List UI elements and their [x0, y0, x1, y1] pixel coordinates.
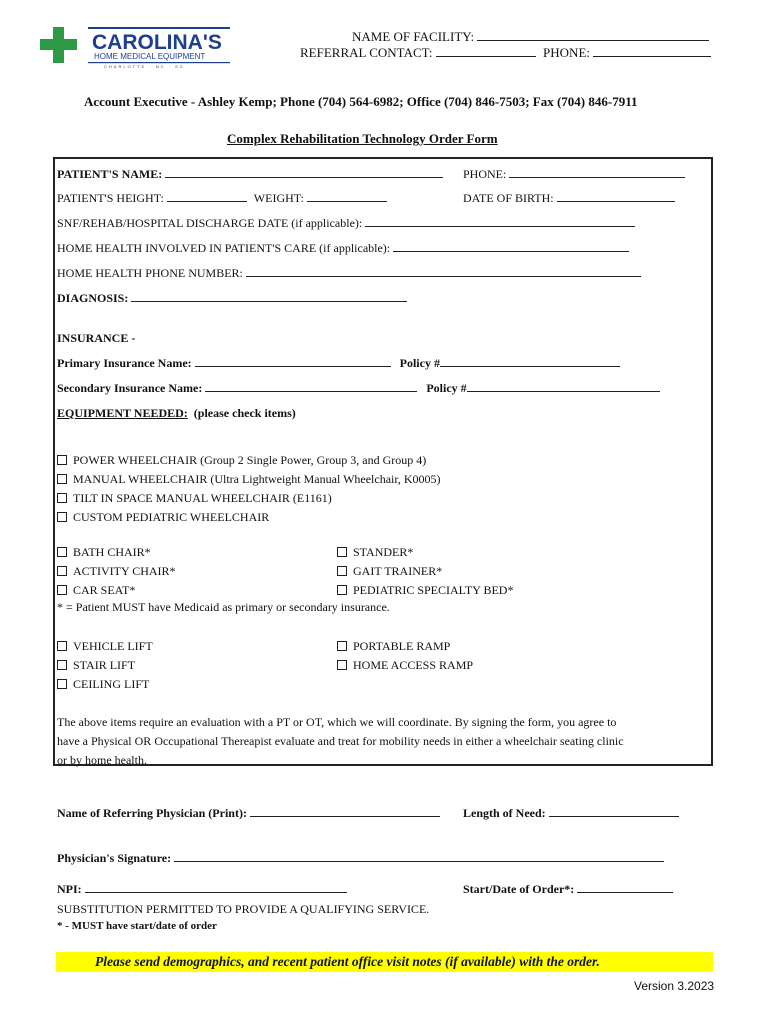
checkbox-power-wheelchair[interactable] [57, 451, 441, 470]
referral-field [300, 45, 711, 61]
equipment-group2-left [57, 543, 176, 600]
patient-name-field [57, 167, 443, 182]
version-label: Version 3.2023 [634, 979, 715, 993]
checkbox-stair-lift[interactable] [57, 656, 153, 675]
must-note: * - MUST have start/date of order [57, 920, 217, 932]
checkbox-icon[interactable] [337, 585, 347, 595]
patient-weight-label: WEIGHT: [253, 191, 304, 205]
checkbox-label: STANDER* [353, 545, 414, 559]
home-health-label: HOME HEALTH INVOLVED IN PATIENT'S CARE (if applicable): [57, 241, 391, 255]
home-health-phone-input[interactable] [246, 266, 641, 277]
equipment-group3-right [337, 637, 473, 675]
patient-phone-field [463, 167, 685, 182]
checkbox-label: PORTABLE RAMP [353, 639, 451, 653]
evaluation-note-line: or by home health. [57, 753, 147, 767]
start-date-label: Start/Date of Order*: [463, 882, 575, 896]
evaluation-note [57, 713, 624, 770]
checkbox-label: BATH CHAIR* [73, 545, 151, 559]
dob-label: DATE OF BIRTH: [463, 191, 554, 205]
physician-name-input[interactable] [250, 806, 440, 817]
checkbox-label: POWER WHEELCHAIR (Group 2 Single Power, Group 3, and Group 4) [73, 453, 427, 467]
patient-phone-input[interactable] [509, 167, 685, 178]
checkbox-pediatric-wheelchair[interactable] [57, 508, 441, 527]
npi-label: NPI: [57, 882, 82, 896]
dob-input[interactable] [557, 191, 675, 202]
send-note: Please send demographics, and recent patient office visit notes (if available) with the order. [95, 954, 600, 969]
checkbox-label: GAIT TRAINER* [353, 564, 443, 578]
checkbox-icon[interactable] [337, 566, 347, 576]
patient-height-label: PATIENT'S HEIGHT: [57, 191, 164, 205]
equipment-heading [57, 406, 296, 421]
discharge-input[interactable] [365, 216, 635, 227]
length-of-need-label: Length of Need: [463, 806, 546, 820]
checkbox-label: CUSTOM PEDIATRIC WHEELCHAIR [73, 510, 270, 524]
checkbox-car-seat[interactable] [57, 581, 176, 600]
checkbox-icon[interactable] [57, 585, 67, 595]
dob-field [463, 191, 675, 206]
home-health-input[interactable] [393, 241, 629, 252]
primary-insurance-input[interactable] [195, 356, 391, 367]
secondary-insurance-label: Secondary Insurance Name: [57, 381, 203, 395]
company-logo [40, 25, 235, 74]
diagnosis-label: DIAGNOSIS: [57, 291, 129, 305]
npi-input[interactable] [85, 882, 347, 893]
checkbox-icon[interactable] [57, 566, 67, 576]
primary-policy-label: Policy # [399, 356, 440, 370]
secondary-policy-label: Policy # [426, 381, 467, 395]
facility-field [352, 29, 709, 45]
checkbox-stander[interactable] [337, 543, 513, 562]
npi-field [57, 882, 347, 897]
evaluation-note-line: have a Physical OR Occupational Thereapist evaluate and treat for mobility needs in either a wheelchair seating clinic [57, 734, 624, 748]
checkbox-icon[interactable] [57, 660, 67, 670]
checkbox-icon[interactable] [57, 547, 67, 557]
patient-name-input[interactable] [165, 167, 443, 178]
logo-name: CAROLINA'S [92, 31, 222, 54]
home-health-field [57, 241, 629, 256]
checkbox-portable-ramp[interactable] [337, 637, 473, 656]
checkbox-bath-chair[interactable] [57, 543, 176, 562]
diagnosis-input[interactable] [131, 291, 407, 302]
checkbox-label: HOME ACCESS RAMP [353, 658, 474, 672]
secondary-insurance-field [57, 381, 660, 396]
substitution-note: SUBSTITUTION PERMITTED TO PROVIDE A QUALIFYING SERVICE. [57, 902, 430, 916]
checkbox-label: PEDIATRIC SPECIALTY BED* [353, 583, 514, 597]
signature-label: Physician's Signature: [57, 851, 172, 865]
patient-phone-label: PHONE: [463, 167, 507, 181]
checkbox-icon[interactable] [57, 641, 67, 651]
account-executive-line: Account Executive - Ashley Kemp; Phone (704) 564-6982; Office (704) 846-7503; Fax (704) 846-7911 [84, 94, 638, 109]
patient-name-label: PATIENT'S NAME: [57, 167, 163, 181]
home-health-phone-field [57, 266, 641, 281]
logo-sub: CHARLOTTE · NC · SC [104, 64, 185, 69]
checkbox-label: MANUAL WHEELCHAIR (Ultra Lightweight Manual Wheelchair, K0005) [73, 472, 441, 486]
insurance-heading: INSURANCE - [57, 331, 136, 345]
checkbox-icon[interactable] [57, 679, 67, 689]
medicaid-note: * = Patient MUST have Medicaid as primary or secondary insurance. [57, 600, 390, 614]
form-title: Complex Rehabilitation Technology Order Form [227, 131, 498, 146]
wheelchair-list [57, 451, 441, 527]
checkbox-tilt-wheelchair[interactable] [57, 489, 441, 508]
checkbox-icon[interactable] [57, 493, 67, 503]
patient-height-input[interactable] [167, 191, 247, 202]
signature-field [57, 851, 664, 866]
patient-weight-input[interactable] [307, 191, 387, 202]
checkbox-label: STAIR LIFT [73, 658, 136, 672]
discharge-field [57, 216, 635, 231]
primary-insurance-field [57, 356, 620, 371]
facility-label: NAME OF FACILITY: [352, 29, 475, 44]
checkbox-label: CAR SEAT* [73, 583, 136, 597]
checkbox-label: ACTIVITY CHAIR* [73, 564, 176, 578]
secondary-policy-input[interactable] [467, 381, 660, 392]
checkbox-label: VEHICLE LIFT [73, 639, 153, 653]
primary-policy-input[interactable] [440, 356, 620, 367]
checkbox-ceiling-lift[interactable] [57, 675, 153, 694]
checkbox-home-access-ramp[interactable] [337, 656, 473, 675]
referral-label: REFERRAL CONTACT: [300, 45, 433, 60]
logo-cross-icon [40, 25, 235, 69]
equipment-group2-right [337, 543, 513, 600]
checkbox-icon[interactable] [57, 474, 67, 484]
checkbox-vehicle-lift[interactable] [57, 637, 153, 656]
length-of-need-field [463, 806, 679, 821]
checkbox-icon[interactable] [337, 547, 347, 557]
physician-name-field [57, 806, 440, 821]
checkbox-activity-chair[interactable] [57, 562, 176, 581]
discharge-label: SNF/REHAB/HOSPITAL DISCHARGE DATE (if applicable): [57, 216, 363, 230]
checkbox-label: CEILING LIFT [73, 677, 150, 691]
equipment-instruction: (please check items) [193, 406, 296, 420]
logo-tagline: HOME MEDICAL EQUIPMENT [94, 52, 206, 61]
patient-height-field [57, 191, 387, 206]
checkbox-icon[interactable] [57, 512, 67, 522]
checkbox-icon[interactable] [337, 660, 347, 670]
checkbox-label: TILT IN SPACE MANUAL WHEELCHAIR (E1161) [73, 491, 332, 505]
checkbox-pediatric-bed[interactable] [337, 581, 513, 600]
checkbox-icon[interactable] [337, 641, 347, 651]
referral-phone-input[interactable] [593, 46, 711, 57]
length-of-need-input[interactable] [549, 806, 679, 817]
start-date-field [463, 882, 673, 897]
checkbox-gait-trainer[interactable] [337, 562, 513, 581]
equipment-group3-left [57, 637, 153, 694]
evaluation-note-line: The above items require an evaluation with a PT or OT, which we will coordinate. By signing the form, you agree to [57, 715, 617, 729]
equipment-heading-label: EQUIPMENT NEEDED: [57, 406, 188, 420]
home-health-phone-label: HOME HEALTH PHONE NUMBER: [57, 266, 243, 280]
facility-input[interactable] [477, 30, 709, 41]
secondary-insurance-input[interactable] [205, 381, 417, 392]
checkbox-manual-wheelchair[interactable] [57, 470, 441, 489]
referral-phone-label: PHONE: [543, 45, 590, 60]
signature-input[interactable] [174, 851, 664, 862]
checkbox-icon[interactable] [57, 455, 67, 465]
physician-name-label: Name of Referring Physician (Print): [57, 806, 247, 820]
primary-insurance-label: Primary Insurance Name: [57, 356, 192, 370]
diagnosis-field [57, 291, 407, 306]
start-date-input[interactable] [577, 882, 673, 893]
referral-input[interactable] [436, 46, 536, 57]
